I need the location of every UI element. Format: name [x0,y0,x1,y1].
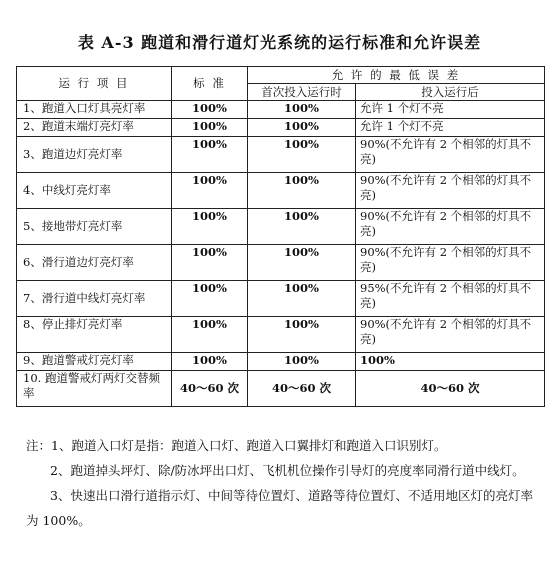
row-after: 90%(不允许有 2 个相邻的灯具不亮) [356,173,545,209]
row-first: 100% [248,173,356,209]
row-item: 6、滑行道边灯亮灯率 [17,245,172,281]
row-first: 40～60 次 [248,371,356,407]
row-item: 2、跑道末端灯亮灯率 [17,119,172,137]
row-standard: 40～60 次 [172,371,248,407]
row-first: 100% [248,281,356,317]
table-row [17,371,545,407]
notes-section [26,433,536,533]
row-item: 8、停止排灯亮灯率 [17,317,172,353]
row-first: 100% [248,119,356,137]
row-after: 90%(不允许有 2 个相邻的灯具不亮) [356,245,545,281]
row-standard: 100% [172,281,248,317]
row-item: 10. 跑道警戒灯两灯交替频率 [17,371,172,407]
table-row [17,317,545,353]
row-standard: 100% [172,173,248,209]
row-item: 1、跑道入口灯具亮灯率 [17,101,172,119]
row-after: 90%(不允许有 2 个相邻的灯具不亮) [356,137,545,173]
row-item: 9、跑道警戒灯亮灯率 [17,353,172,371]
row-item: 3、跑道边灯亮灯率 [17,137,172,173]
row-item: 7、滑行道中线灯亮灯率 [17,281,172,317]
row-standard: 100% [172,317,248,353]
row-first: 100% [248,209,356,245]
row-standard: 100% [172,119,248,137]
row-after: 90%(不允许有 2 个相邻的灯具不亮) [356,209,545,245]
row-after: 100% [356,353,545,371]
row-after: 90%(不允许有 2 个相邻的灯具不亮) [356,317,545,353]
row-first: 100% [248,353,356,371]
note-3: 3、快速出口滑行道指示灯、中间等待位置灯、道路等待位置灯、不适用地区灯的亮灯率为 100%。 [26,488,533,528]
row-first: 100% [248,101,356,119]
header-standard: 标 准 [172,67,248,101]
row-first: 100% [248,137,356,173]
note-2: 2、跑道掉头坪灯、除/防冰坪出口灯、飞机机位操作引导灯的亮度率同滑行道中线灯。 [50,463,525,478]
row-after: 95%(不允许有 2 个相邻的灯具不亮) [356,281,545,317]
table-row [17,137,545,173]
table-row [17,281,545,317]
header-allowed-error: 允 许 的 最 低 误 差 [248,67,545,84]
table-row [17,245,545,281]
header-item: 运 行 项 目 [17,67,172,101]
table-title: 表 A-3 跑道和滑行道灯光系统的运行标准和允许误差 [77,33,482,52]
header-after-operation: 投入运行后 [356,84,545,101]
lighting-standards-table [16,66,545,407]
row-standard: 100% [172,209,248,245]
header-first-time: 首次投入运行时 [248,84,356,101]
row-after: 允许 1 个灯不亮 [356,119,545,137]
row-standard: 100% [172,137,248,173]
row-first: 100% [248,245,356,281]
row-first: 100% [248,317,356,353]
table-row [17,119,545,137]
row-item: 5、接地带灯亮灯率 [17,209,172,245]
table-row [17,353,545,371]
row-standard: 100% [172,101,248,119]
note-1: 注：1、跑道入口灯是指：跑道入口灯、跑道入口翼排灯和跑道入口识别灯。 [26,438,447,453]
row-after: 40～60 次 [356,371,545,407]
table-row [17,173,545,209]
row-standard: 100% [172,353,248,371]
row-item: 4、中线灯亮灯率 [17,173,172,209]
row-standard: 100% [172,245,248,281]
table-row [17,101,545,119]
row-after: 允许 1 个灯不亮 [356,101,545,119]
table-row [17,209,545,245]
